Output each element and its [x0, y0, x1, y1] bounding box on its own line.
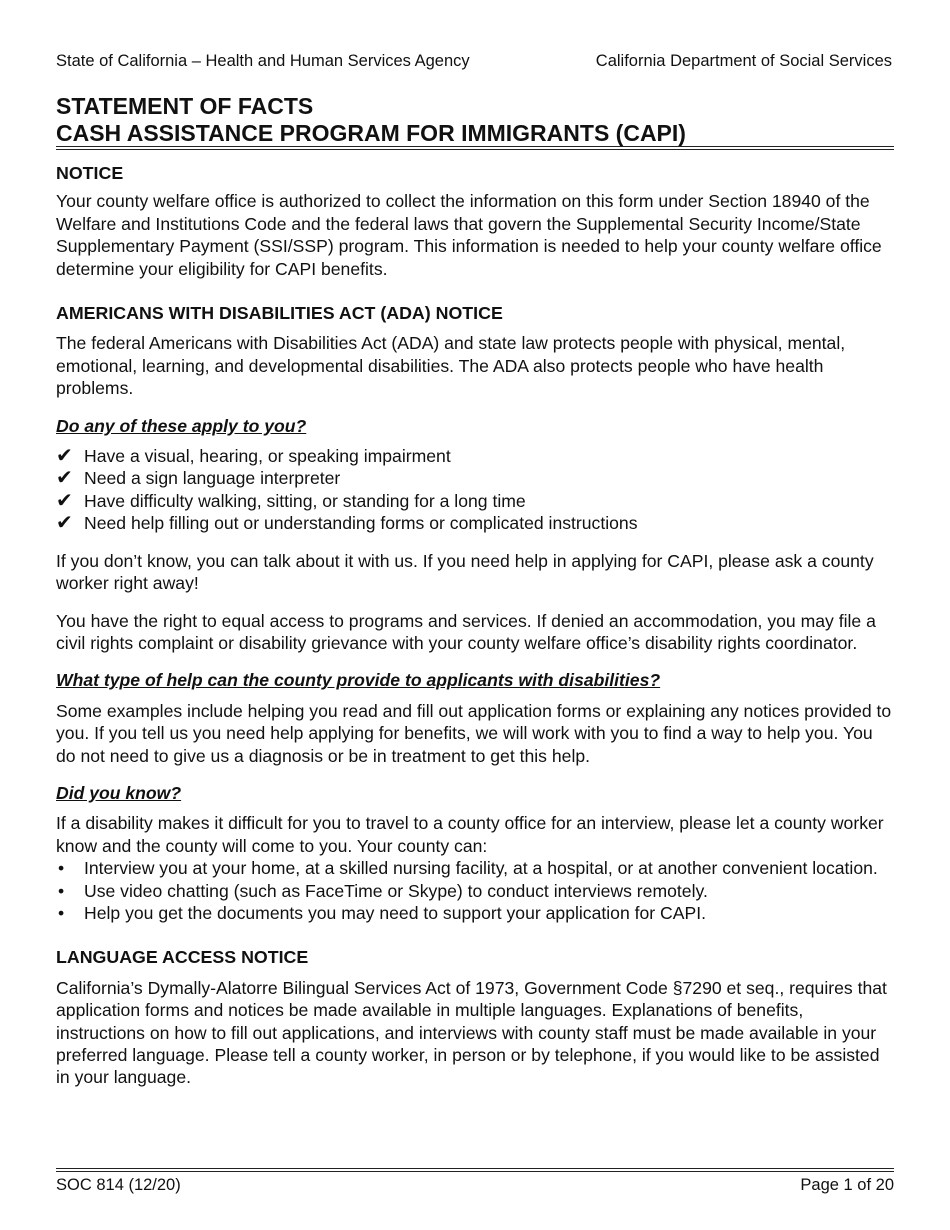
list-item: • Interview you at your home, at a skilled nursing facility, at a hospital, or at another convenient location. — [58, 858, 878, 879]
checklist-item: ✔ Have difficulty walking, sitting, or standing for a long time — [56, 489, 526, 512]
page-footer — [56, 1176, 894, 1195]
checklist-item: ✔ Need a sign language interpreter — [56, 467, 341, 490]
bullet-icon: • — [58, 880, 65, 901]
form-content — [56, 162, 896, 1089]
checkmark-icon: ✔ — [56, 467, 73, 490]
notice-heading: NOTICE — [56, 163, 124, 183]
ada-heading: AMERICANS WITH DISABILITIES ACT (ADA) NOTICE — [56, 303, 503, 324]
ada-intro: The federal Americans with Disabilities Act (ADA) and state law protects people with physical, mental, emotional, learning, and developmental disabilities. The ADA also protects people who have health problems. — [56, 333, 846, 399]
did-you-know-heading: Did you know? — [56, 782, 182, 803]
ada-checklist — [56, 445, 896, 535]
ada-question-heading: Do any of these apply to you? — [56, 415, 307, 436]
list-item: • Use video chatting (such as FaceTime or Skype) to conduct interviews remotely. — [58, 880, 708, 901]
checkmark-icon: ✔ — [56, 512, 73, 535]
list-item: • Help you get the documents you may need to support your application for CAPI. — [58, 902, 707, 923]
bullet-icon: • — [58, 858, 65, 879]
did-you-know-body: If a disability makes it difficult for you to travel to a county office for an interview, please let a county worker know and the county will come to you. Your county can: — [56, 813, 884, 856]
title-divider — [56, 146, 894, 150]
ada-help-paragraph: If you don’t know, you can talk about it with us. If you need help in applying for CAPI, please ask a county worker right away! — [56, 550, 874, 594]
footer-divider — [56, 1168, 894, 1172]
bullet-icon: • — [58, 902, 65, 923]
language-body: California’s Dymally-Alatorre Bilingual Services Act of 1973, Government Code §7290 et seq., requires that application forms and notices be made available in multiple languages. Explanations of benefits, instructions on how to fill out applications, and interviews with county staff must be made available in your preferred language. Please tell a county worker, in person or by telephone, if you would like to be assisted in your language. — [56, 977, 887, 1088]
form-title-line1: STATEMENT OF FACTS — [56, 93, 314, 119]
checkmark-icon: ✔ — [56, 489, 73, 512]
ada-help-type-heading: What type of help can the county provide to applicants with disabilities? — [56, 670, 661, 691]
form-title — [56, 93, 894, 147]
page-number: Page 1 of 20 — [800, 1176, 894, 1194]
ada-rights-paragraph: You have the right to equal access to programs and services. If denied an accommodation, you may file a civil rights complaint or disability grievance with your county welfare office’s disability rights coordinator. — [56, 610, 876, 653]
page-header — [56, 52, 892, 71]
checklist-item: ✔ Have a visual, hearing, or speaking impairment — [56, 445, 451, 468]
ada-help-type-body: Some examples include helping you read and fill out application forms or explaining any notices provided to you. If you tell us you need help applying for benefits, we will work with you to find a way to help you. You do not need to give us a diagnosis or be in treatment to get this help. — [56, 700, 892, 766]
form-id: SOC 814 (12/20) — [56, 1176, 181, 1194]
agency-name: State of California – Health and Human Services Agency — [56, 52, 470, 70]
checklist-item: ✔ Need help filling out or understanding forms or complicated instructions — [56, 512, 638, 535]
checkmark-icon: ✔ — [56, 445, 73, 468]
county-options-list — [56, 857, 896, 924]
department-name: California Department of Social Services — [595, 52, 892, 70]
form-title-line2: CASH ASSISTANCE PROGRAM FOR IMMIGRANTS (CAPI) — [56, 120, 686, 146]
notice-body: Your county welfare office is authorized to collect the information on this form under Section 18940 of the Welfare and Institutions Code and the federal laws that govern the Supplemental Security Income/State Supplementary Payment (SSI/SSP) program. This information is needed to help your county welfare office determine your eligibility for CAPI benefits. — [56, 191, 882, 279]
language-heading: LANGUAGE ACCESS NOTICE — [56, 947, 309, 968]
